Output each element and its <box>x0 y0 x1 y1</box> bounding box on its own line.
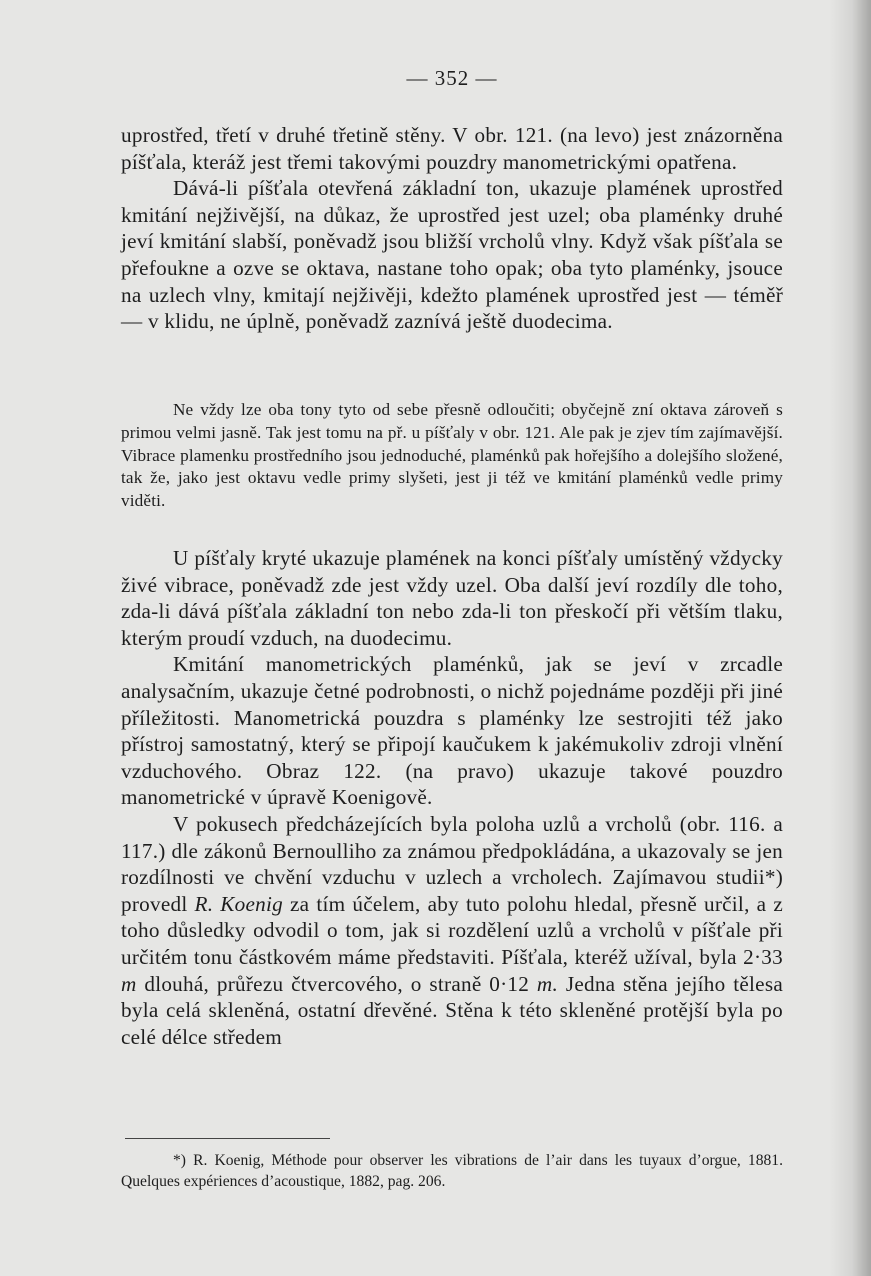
page-edge-shadow <box>829 0 871 1276</box>
paragraph-5-part-d: Jedna stěna jejího tělesa byla celá skleněná, ostatní dřevěné. Stěna k této skleněné protější byla po celé délce středem <box>121 971 783 1049</box>
paragraph-5 <box>121 811 783 1050</box>
paragraph-1: uprostřed, třetí v druhé třetině stěny. V obr. 121. (na levo) jest znázorněna píšťala, kteráž jest třemi takovými pouzdry manometrickými opatřena. <box>121 123 783 174</box>
unit-meters-1: m <box>121 971 137 996</box>
unit-meters-2: m. <box>536 971 559 996</box>
paragraph-3: U píšťaly kryté ukazuje plamének na konci píšťaly umístěný vždycky živé vibrace, poněvadž zde jest vždy uzel. Oba další jeví rozdíly dle toho, zda-li dává píšťala základní ton nebo zda-li ton přeskočí při větším tlaku, kterým proudí vzduch, na duodecimu. <box>121 546 783 650</box>
author-name: R. Koenig <box>194 891 283 916</box>
footnote-text: *) R. Koenig, Méthode pour observer les vibrations de l’air dans les tuyaux d’orgue, 1881. Quelques expériences d’acoustique, 1882, pag. 206. <box>121 1152 783 1191</box>
page-number: — 352 — <box>406 66 498 90</box>
paragraph-5-part-b: za tím účelem, aby tuto polohu hledal, přesně určil, a z toho důsledky odvodil o tom, jak si rozdělení uzlů a vrcholů v píšťale při určitém tonu částkovém máme představiti. Píšťala, kteréž užíval, byla 2·33 <box>121 891 783 969</box>
body-text-bottom <box>121 545 783 1050</box>
footnote <box>121 1150 783 1192</box>
paragraph-5-part-c: dlouhá, průřezu čtvercového, o straně 0·12 <box>136 971 537 996</box>
small-paragraph: Ne vždy lze oba tony tyto od sebe přesně odloučiti; obyčejně zní oktava zároveň s primou velmi jasně. Tak jest tomu na př. u píšťaly v obr. 121. Ale pak je zjev tím zajímavější. Vibrace plamenku prostředního jsou jednoduché, plaménků pak hořejšího a dolejšího složené, tak že, jako jest oktavu vedle primy slyšeti, jest ji též ve kmitání plaménků vedle primy viděti. <box>121 400 783 511</box>
small-print-note <box>121 399 783 513</box>
body-text-top <box>121 122 783 335</box>
paragraph-2: Dává-li píšťala otevřená základní ton, ukazuje plamének uprostřed kmitání nejživější, na důkaz, že uprostřed jest uzel; oba plaménky druhé jeví kmitání slabší, poněvadž jsou bližší vrcholů vlny. Když však píšťala se přefoukne a ozve se oktava, nastane toho opak; oba tyto plaménky, jsouce na uzlech vlny, kmitají nejživěji, kdežto plamének uprostřed jest — téměř — v klidu, ne úplně, poněvadž zaznívá ještě duodecima. <box>121 176 783 334</box>
footnote-divider <box>125 1138 330 1139</box>
paragraph-4: Kmitání manometrických plaménků, jak se jeví v zrcadle analysačním, ukazuje četné podrobnosti, o nichž pojednáme později při jiné příležitosti. Manometrická pouzdra s plaménky lze sestrojiti též jako přístroj samostatný, který se připojí kaučukem k jakémukoliv zdroji vlnění vzduchového. Obraz 122. (na pravo) ukazuje takové pouzdro manometrické v úpravě Koenigově. <box>121 652 783 810</box>
paragraph-5-part-a: V pokusech předcházejících byla poloha uzlů a vrcholů (obr. 116. a 117.) dle zákonů Bernoulliho za známou předpokládána, a ukazovaly se jen rozdílnosti ve chvění vzduchu v uzlech a vrcholech. Zajímavou studii*) provedl <box>121 811 783 916</box>
